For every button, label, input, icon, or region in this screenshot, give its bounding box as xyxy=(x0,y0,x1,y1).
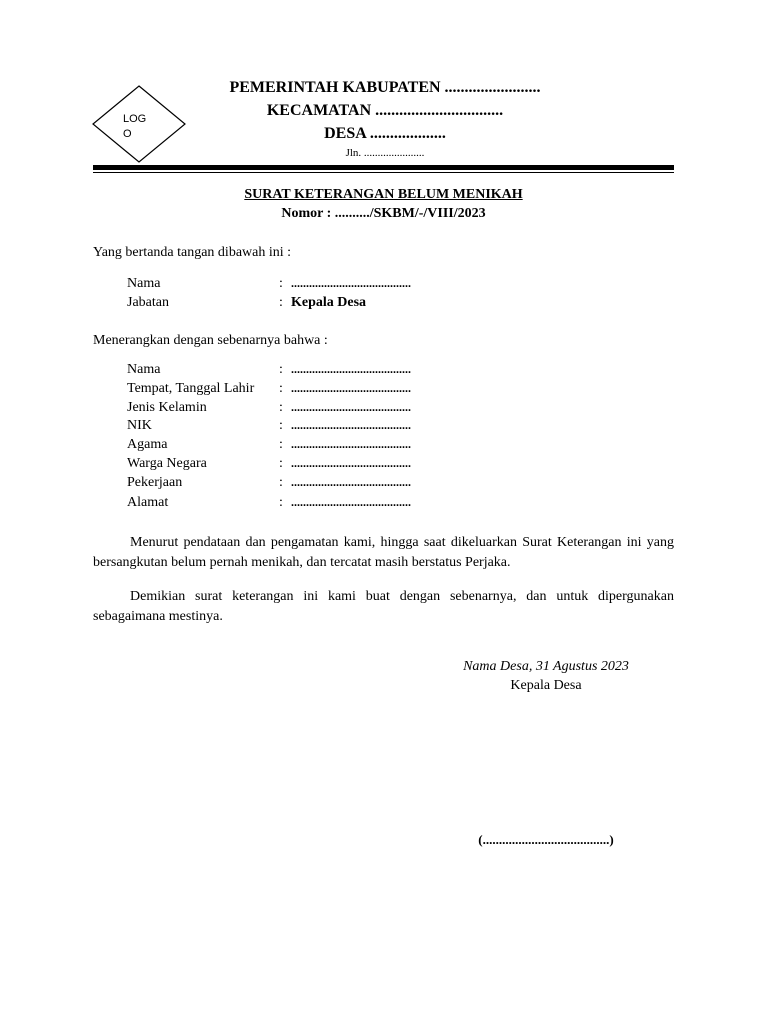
field-colon: : xyxy=(279,362,283,377)
field-value: ........................................ xyxy=(291,381,411,395)
body-paragraph-1: Menurut pendataan dan pengamatan kami, hingga saat dikeluarkan Surat Keterangan ini yang bersangkutan belum pernah menikah, dan tercatat masih berstatus Perjaka. xyxy=(93,535,674,570)
subject-row-name xyxy=(127,362,457,381)
field-value: ........................................ xyxy=(291,437,411,451)
letterhead-rule-thin xyxy=(93,172,674,173)
field-colon: : xyxy=(279,456,283,471)
field-value: Kepala Desa xyxy=(291,295,367,310)
intro-text: Yang bertanda tangan dibawah ini : xyxy=(93,245,292,260)
subject-row-nik xyxy=(127,418,457,437)
field-label: NIK xyxy=(127,418,152,433)
subject-row-occupation xyxy=(127,475,457,494)
field-label: Alamat xyxy=(127,495,169,510)
subject-row-citizenship xyxy=(127,456,457,475)
header-address: Jln. ...................... xyxy=(345,147,425,159)
field-label: Tempat, Tanggal Lahir xyxy=(127,381,255,396)
signature-place-date: Nama Desa, 31 Agustus 2023 xyxy=(463,659,629,674)
field-colon: : xyxy=(279,295,283,310)
field-label: Warga Negara xyxy=(127,456,207,471)
field-value: ........................................ xyxy=(291,495,411,509)
field-label: Nama xyxy=(127,362,161,377)
signer-row-position xyxy=(127,295,457,314)
field-label: Pekerjaan xyxy=(127,475,183,490)
body-paragraph-2: Demikian surat keterangan ini kami buat dengan sebenarnya, dan untuk dipergunakan sebagaimana mestinya. xyxy=(93,589,674,624)
logo-text: LOGO xyxy=(123,113,147,140)
field-colon: : xyxy=(279,475,283,490)
header-village: DESA ................... xyxy=(324,125,446,142)
field-colon: : xyxy=(279,381,283,396)
signer-row-name xyxy=(127,276,457,295)
header-district: KECAMATAN ................................ xyxy=(266,102,504,119)
field-colon: : xyxy=(279,276,283,291)
field-value: ........................................ xyxy=(291,475,411,489)
letterhead-rule-thick xyxy=(93,165,674,170)
field-label: Nama xyxy=(127,276,161,291)
signature-name: (.......................................) xyxy=(478,832,614,847)
field-label: Jenis Kelamin xyxy=(127,400,207,415)
header-government: PEMERINTAH KABUPATEN ........................ xyxy=(229,79,541,96)
field-colon: : xyxy=(279,400,283,415)
field-label: Jabatan xyxy=(127,295,169,310)
subject-row-gender xyxy=(127,400,457,419)
field-value: ........................................ xyxy=(291,276,411,290)
field-colon: : xyxy=(279,495,283,510)
field-colon: : xyxy=(279,418,283,433)
field-value: ........................................ xyxy=(291,400,411,414)
subject-row-religion xyxy=(127,437,457,456)
document-title: SURAT KETERANGAN BELUM MENIKAH xyxy=(244,187,523,202)
document-number: Nomor : ........../SKBM/-/VIII/2023 xyxy=(281,206,486,221)
statement-text: Menerangkan dengan sebenarnya bahwa : xyxy=(93,333,328,348)
subject-row-address xyxy=(127,495,457,514)
logo-placeholder xyxy=(92,85,186,163)
signature-position: Kepala Desa xyxy=(510,678,582,693)
field-value: ........................................ xyxy=(291,362,411,376)
field-label: Agama xyxy=(127,437,168,452)
field-value: ........................................ xyxy=(291,456,411,470)
field-value: ........................................ xyxy=(291,418,411,432)
subject-row-birth xyxy=(127,381,457,400)
field-colon: : xyxy=(279,437,283,452)
